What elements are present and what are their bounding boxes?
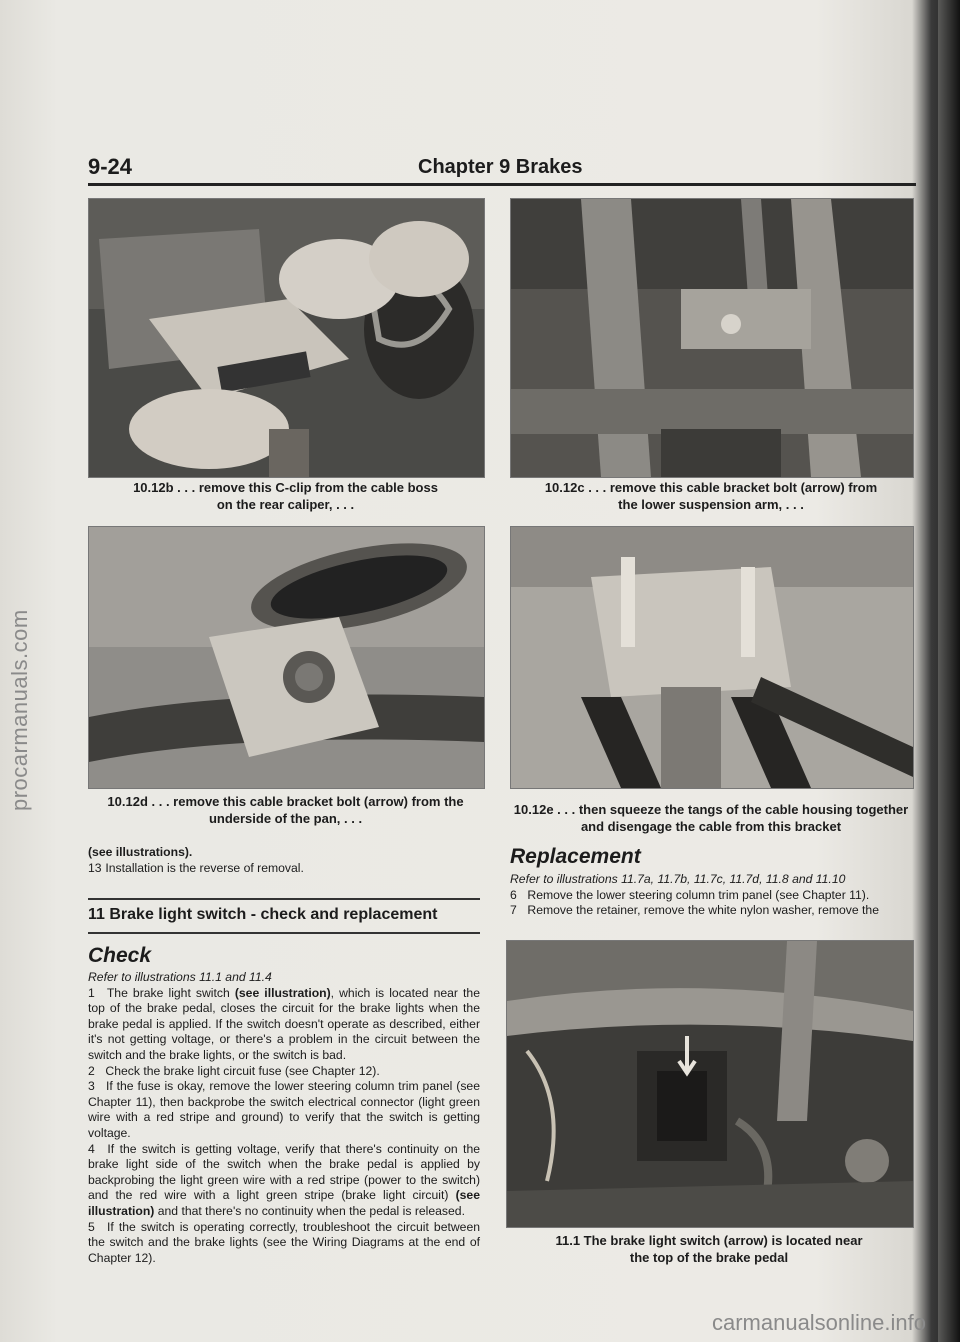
section-title: 11 Brake light switch - check and replacement: [88, 906, 438, 923]
replacement-refer: Refer to illustrations 11.7a, 11.7b, 11.7c, 11.7d, 11.8 and 11.10: [510, 872, 846, 886]
caption-line: on the rear caliper, . . .: [216, 497, 355, 512]
chapter-title: Chapter 9 Brakes: [418, 156, 583, 178]
caption-line: underside of the pan, . . .: [208, 811, 363, 826]
caption-11-1: [506, 1232, 912, 1266]
step-number: 5: [88, 1219, 95, 1234]
check-text: [88, 970, 480, 1266]
step-text: and that there's no continuity when the pedal is released.: [154, 1203, 465, 1218]
check-refer: Refer to illustrations 11.1 and 11.4: [88, 970, 272, 984]
caption-10-12e: [510, 801, 912, 835]
step-4: [88, 1142, 480, 1220]
step-text: If the switch is operating correctly, troubleshoot the circuit between the switch and the brake lights (see the Wiring Diagrams at the end of Chapter 12).: [88, 1219, 480, 1265]
step-5: [88, 1220, 480, 1267]
caption-line: the lower suspension arm, . . .: [618, 497, 804, 512]
caption-line: 10.12c . . . remove this cable bracket bolt (arrow) from: [544, 480, 878, 495]
page-number: 9-24: [88, 154, 133, 179]
step-text: If the fuse is okay, remove the lower steering column trim panel (see Chapter 11), then backprobe the switch electrical connector (light green wire with a red stripe and ground) to verify that the switch is getting voltage.: [88, 1079, 480, 1140]
header-rule: [88, 183, 916, 186]
caption-10-12c: [510, 479, 912, 513]
caption-line: 11.1 The brake light switch (arrow) is located near: [555, 1233, 863, 1248]
caption-line: the top of the brake pedal: [629, 1250, 789, 1265]
step-number: 4: [88, 1141, 95, 1156]
step-text: Installation is the reverse of removal.: [105, 860, 304, 875]
photo-10-12e: [510, 526, 914, 789]
bottom-watermark: carmanualsonline.info: [711, 1310, 926, 1335]
step-13: [88, 861, 480, 877]
step-text: Remove the retainer, remove the white nylon washer, remove the: [527, 903, 879, 918]
see-illustration-ref: (see illustration): [234, 985, 331, 1000]
photo-10-12b: [88, 198, 485, 478]
step-number: 2: [88, 1063, 95, 1078]
step-number: 7: [510, 903, 517, 918]
see-illustration-ref: (see illustration): [88, 1188, 480, 1218]
step-text: Check the brake light circuit fuse (see Chapter 12).: [105, 1063, 380, 1078]
caption-10-12b: [88, 479, 483, 513]
step-text: Remove the lower steering column trim panel (see Chapter 11).: [527, 887, 870, 902]
book-spine: [938, 0, 960, 1342]
section-rule-bottom: [88, 932, 480, 934]
photo-10-12c: [510, 198, 914, 478]
step-6: [510, 888, 912, 904]
caption-line: 10.12d . . . remove this cable bracket bolt (arrow) from the: [107, 794, 464, 809]
step-3: [88, 1079, 480, 1141]
caption-line: 10.12b . . . remove this C-clip from the cable boss: [133, 480, 438, 495]
step-1: [88, 986, 480, 1064]
check-heading: Check: [88, 944, 152, 967]
caption-10-12d: [88, 793, 483, 827]
step-2: [88, 1064, 480, 1080]
step-7: [510, 903, 912, 919]
left-column-intro: [88, 845, 480, 876]
photo-10-12d: [88, 526, 485, 789]
photo-11-1: [506, 940, 914, 1228]
step-text: If the switch is getting voltage, verify that there's continuity on the brake light side of the switch when the brake pedal is applied by backprobing the light green wire with a red stripe (power to the switch) and the red wire with a light green stripe (brake light circuit): [88, 1141, 480, 1203]
step-text: The brake light switch: [106, 985, 235, 1000]
side-watermark: procarmanuals.com: [7, 609, 32, 811]
caption-line: 10.12e . . . then squeeze the tangs of the cable housing together: [513, 802, 909, 817]
step-number: 6: [510, 887, 517, 902]
section-rule-top: [88, 898, 480, 900]
step-number: 3: [88, 1079, 95, 1094]
step-text: , which is located near the top of the brake pedal, closes the circuit for the brake lights when the brake pedal is applied. If the switch doesn't operate as described, either it's not getting voltage, or there's a problem in the circuit between the switch and the brake lights, or the switch is bad.: [88, 985, 480, 1062]
caption-line: and disengage the cable from this bracket: [580, 819, 842, 834]
step-number: 13: [88, 860, 102, 875]
replacement-text: [510, 872, 912, 919]
continuation-text: (see illustrations).: [88, 845, 193, 859]
replacement-heading: Replacement: [510, 845, 641, 868]
step-number: 1: [88, 985, 95, 1000]
